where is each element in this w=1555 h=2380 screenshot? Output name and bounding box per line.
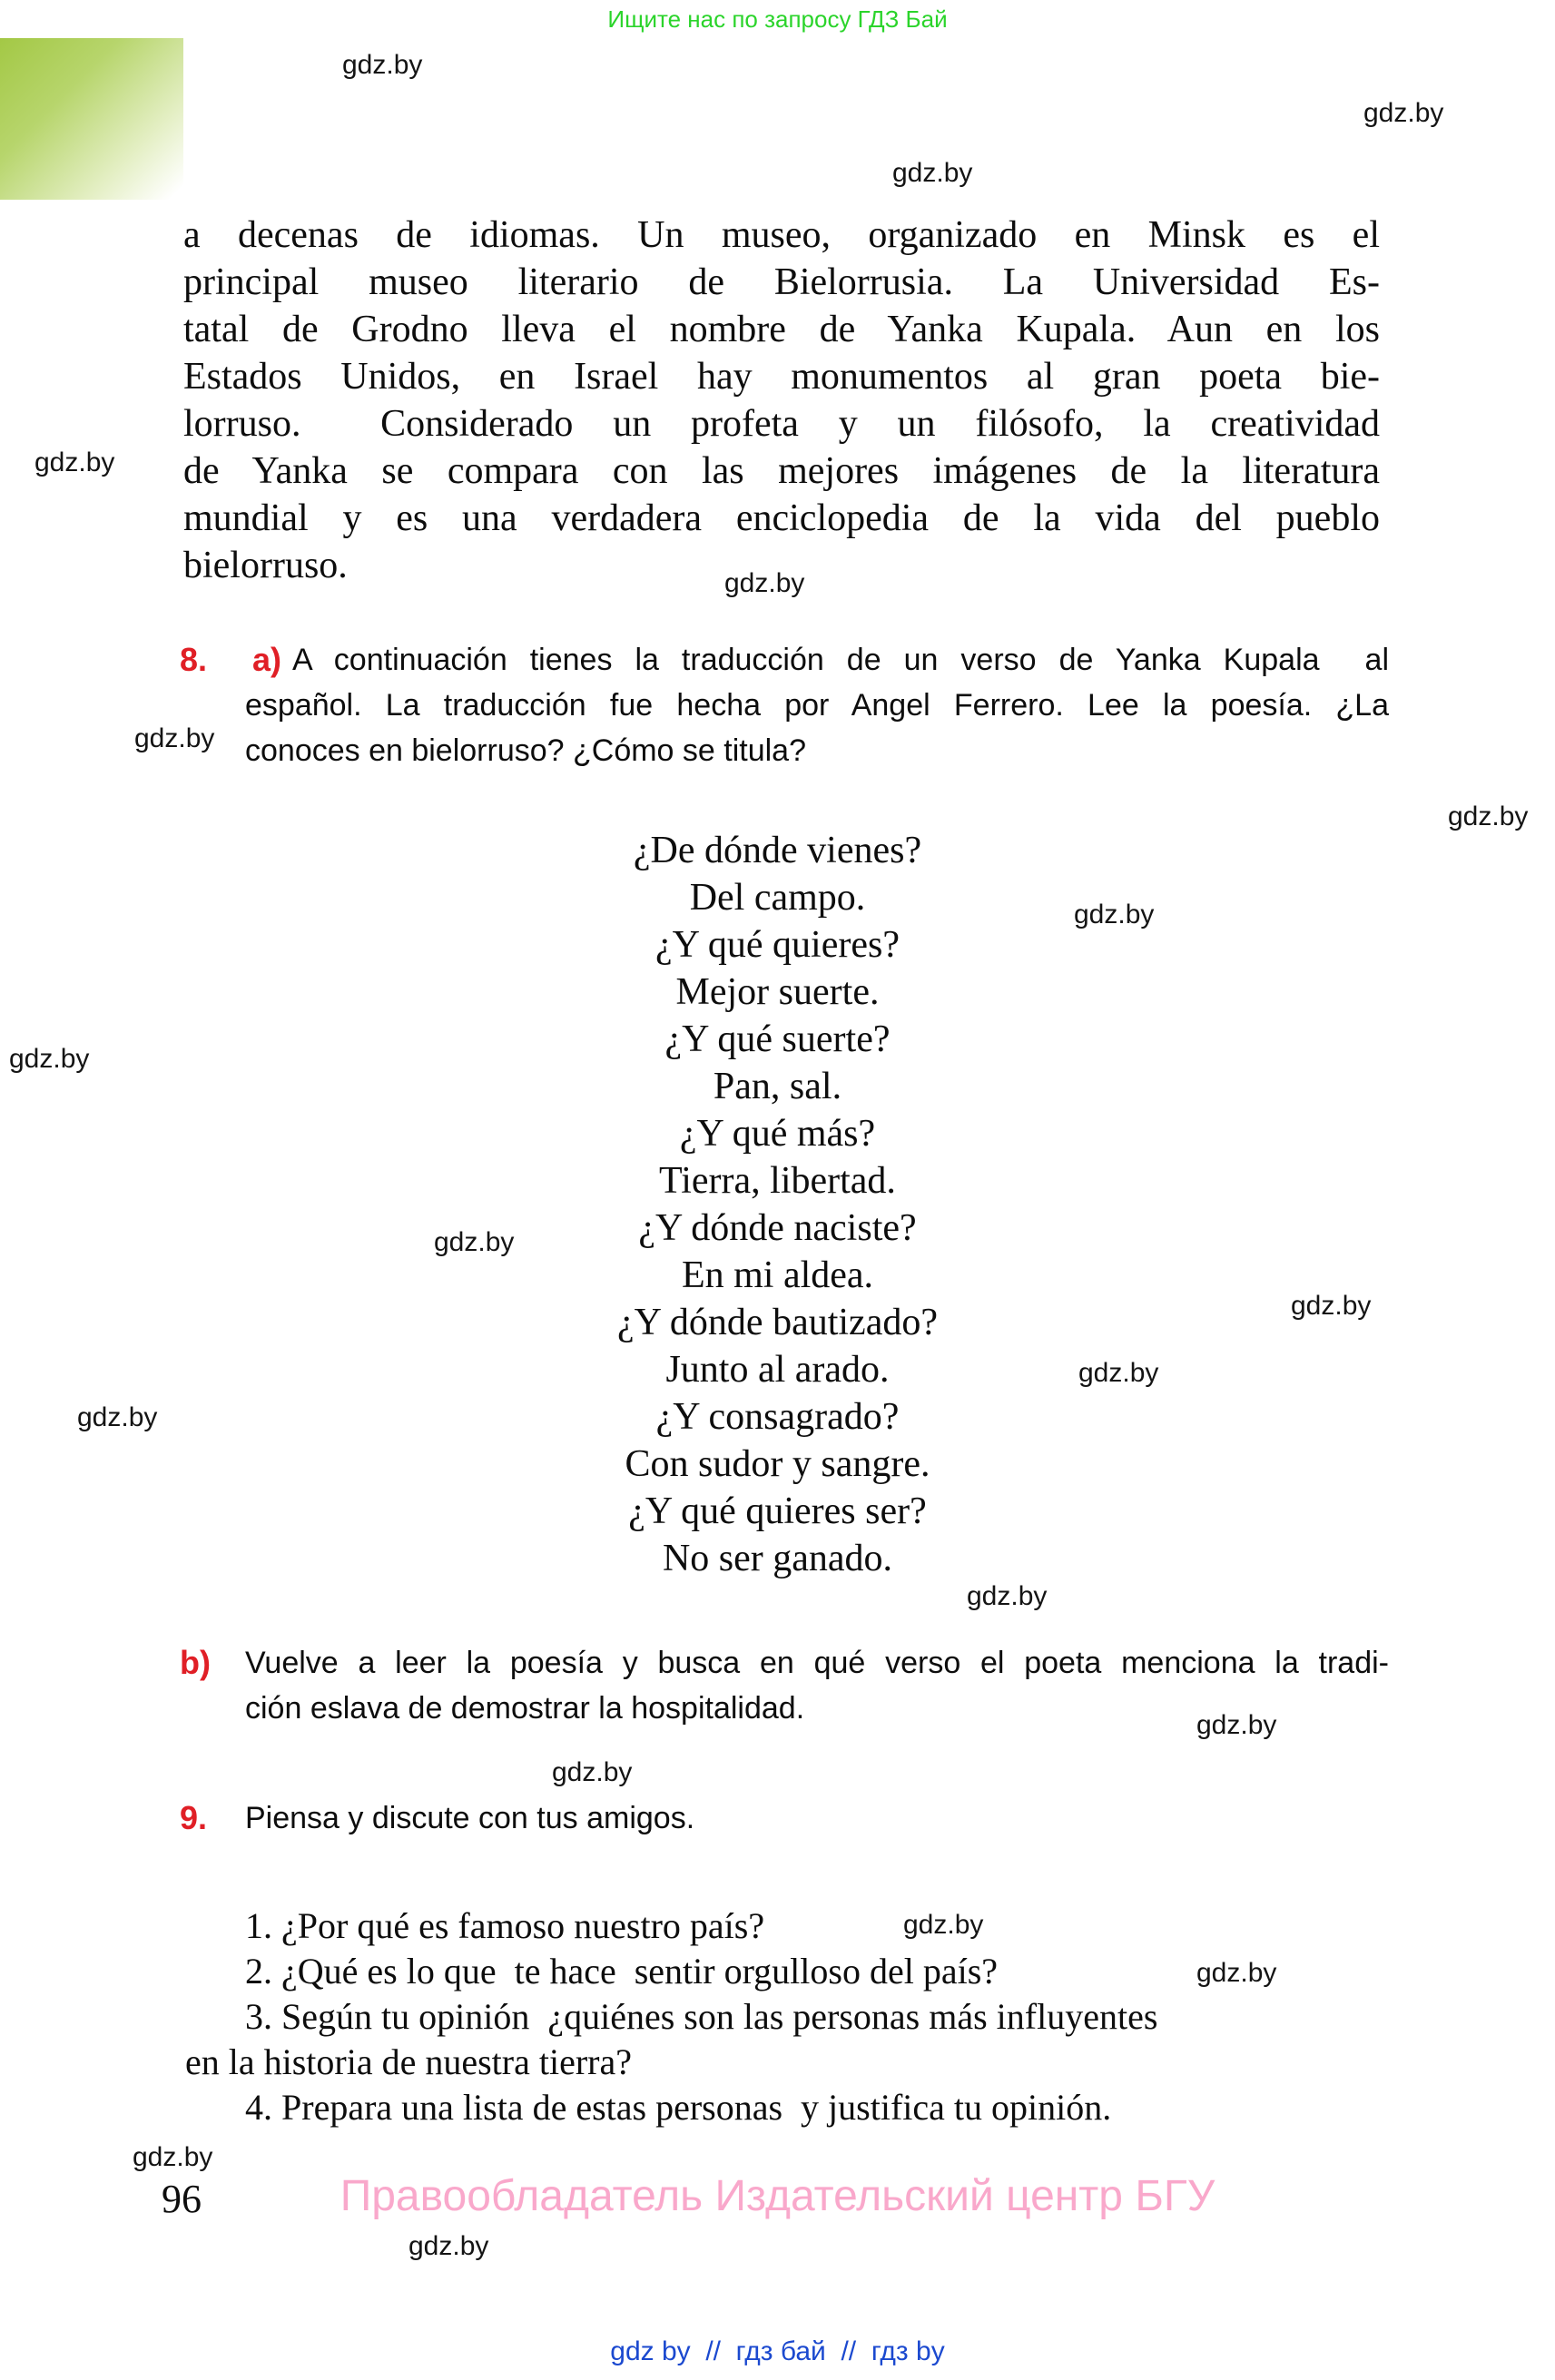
exercise-8b-label: b) — [180, 1644, 211, 1681]
watermark: gdz.by — [1078, 1358, 1159, 1388]
poem-line: Del campo. — [689, 877, 866, 919]
paragraph-line: Estados Unidos, en Israel hay monumentos al gran poeta bie- — [183, 356, 1380, 398]
poem — [0, 827, 1555, 1582]
page-number: 96 — [162, 2177, 202, 2221]
exercise-8a-text-line: A continuación tienes la traducción de un verso de Yanka Kupala al — [292, 643, 1389, 677]
watermark: gdz.by — [1363, 98, 1444, 128]
exercise-8b — [180, 1640, 1396, 1731]
exercise-8-number: 8. — [180, 641, 208, 678]
poem-line: Tierra, libertad. — [659, 1160, 896, 1202]
exercise-8a-text-line: conoces en bielorruso? ¿Cómo se titula? — [245, 733, 806, 768]
exercise-8a-label: a) — [252, 641, 282, 678]
exercise-8 — [180, 637, 1396, 773]
watermark: gdz.by — [9, 1044, 90, 1074]
exercise-8a-text — [245, 637, 1389, 773]
exercise-8b-text-line: Vuelve a leer la poesía y busca en qué verso el poeta menciona la tradi- — [245, 1646, 1389, 1680]
poem-line: Pan, sal. — [713, 1066, 842, 1107]
poem-line: Mejor suerte. — [675, 971, 880, 1013]
exercise-8b-text — [245, 1640, 1389, 1731]
exercise-9-intro-line: Piensa y discute con tus amigos. — [245, 1801, 695, 1835]
paragraph-line: a decenas de idiomas. Un museo, organizado en Minsk es el — [183, 214, 1380, 256]
exercise-8a-text-line: español. La traducción fue hecha por Angel Ferrero. Lee la poesía. ¿La — [245, 688, 1389, 723]
watermark: gdz.by — [903, 1910, 984, 1940]
paragraph-line: principal museo literario de Bielorrusia. La Universidad Es- — [183, 261, 1380, 303]
question-line: 4. Prepara una lista de estas personas y justifica tu opinión. — [245, 2087, 1112, 2128]
promo-header-text: Ищите нас по запросу ГДЗ Бай — [607, 5, 948, 33]
poem-line: Con sudor y sangre. — [625, 1443, 930, 1485]
paragraph-line: lorruso. Considerado un profeta y un filósofo, la creatividad — [183, 403, 1380, 445]
exercise-9-questions — [185, 1903, 1402, 2130]
poem-line: ¿Y qué quieres ser? — [628, 1490, 927, 1532]
intro-paragraph — [183, 211, 1380, 589]
watermark: gdz.by — [77, 1402, 158, 1432]
copyright-notice: Правообладатель Издательский центр БГУ — [340, 2172, 1215, 2220]
watermark: gdz.by — [1291, 1291, 1372, 1321]
question-line: 3. Según tu opinión ¿quiénes son las personas más influyentes — [245, 1996, 1158, 2037]
paragraph-line: de Yanka se compara con las mejores imágenes de la literatura — [183, 450, 1380, 492]
watermark: gdz.by — [967, 1581, 1048, 1611]
watermark: gdz.by — [434, 1227, 515, 1257]
question-line: 2. ¿Qué es lo que te hace sentir orgulloso del país? — [245, 1951, 999, 1992]
watermark: gdz.by — [408, 2231, 489, 2261]
question-line: 1. ¿Por qué es famoso nuestro país? — [245, 1905, 765, 1946]
poem-line: En mi aldea. — [681, 1254, 874, 1296]
watermark: gdz.by — [724, 568, 805, 598]
poem-line: ¿Y qué quieres? — [655, 924, 900, 966]
poem-line: Junto al arado. — [665, 1349, 890, 1391]
paragraph-line: bielorruso. — [183, 545, 348, 586]
watermark: gdz.by — [1196, 1958, 1277, 1988]
watermark: gdz.by — [134, 723, 215, 753]
poem-line: ¿De dónde vienes? — [633, 830, 922, 871]
poem-line: ¿Y qué más? — [679, 1113, 876, 1155]
poem-line: ¿Y consagrado? — [655, 1396, 900, 1438]
watermark: gdz.by — [342, 50, 423, 80]
paragraph-line: mundial y es una verdadera enciclopedia de la vida del pueblo — [183, 497, 1380, 539]
green-gradient-square — [0, 38, 183, 200]
watermark: gdz.by — [133, 2142, 213, 2172]
watermark: gdz.by — [552, 1757, 633, 1787]
watermark: gdz.by — [34, 447, 115, 477]
poem-line: ¿Y dónde bautizado? — [617, 1302, 938, 1343]
watermark: gdz.by — [1074, 900, 1155, 929]
footer-links[interactable]: gdz by // гдз бай // гдз by — [610, 2336, 945, 2366]
exercise-9-intro — [245, 1795, 1389, 1841]
question-line: en la historia de nuestra tierra? — [185, 2041, 632, 2082]
watermark: gdz.by — [1448, 802, 1529, 831]
poem-line: ¿Y dónde naciste? — [638, 1207, 917, 1249]
watermark: gdz.by — [892, 158, 973, 188]
paragraph-line: tatal de Grodno lleva el nombre de Yanka Kupala. Aun en los — [183, 309, 1380, 350]
poem-line: No ser ganado. — [662, 1538, 893, 1579]
exercise-9 — [180, 1795, 1396, 1841]
exercise-9-number: 9. — [180, 1799, 208, 1836]
poem-line: ¿Y qué suerte? — [664, 1018, 891, 1060]
watermark: gdz.by — [1196, 1710, 1277, 1740]
exercise-8b-text-line: ción eslava de demostrar la hospitalidad. — [245, 1691, 805, 1726]
